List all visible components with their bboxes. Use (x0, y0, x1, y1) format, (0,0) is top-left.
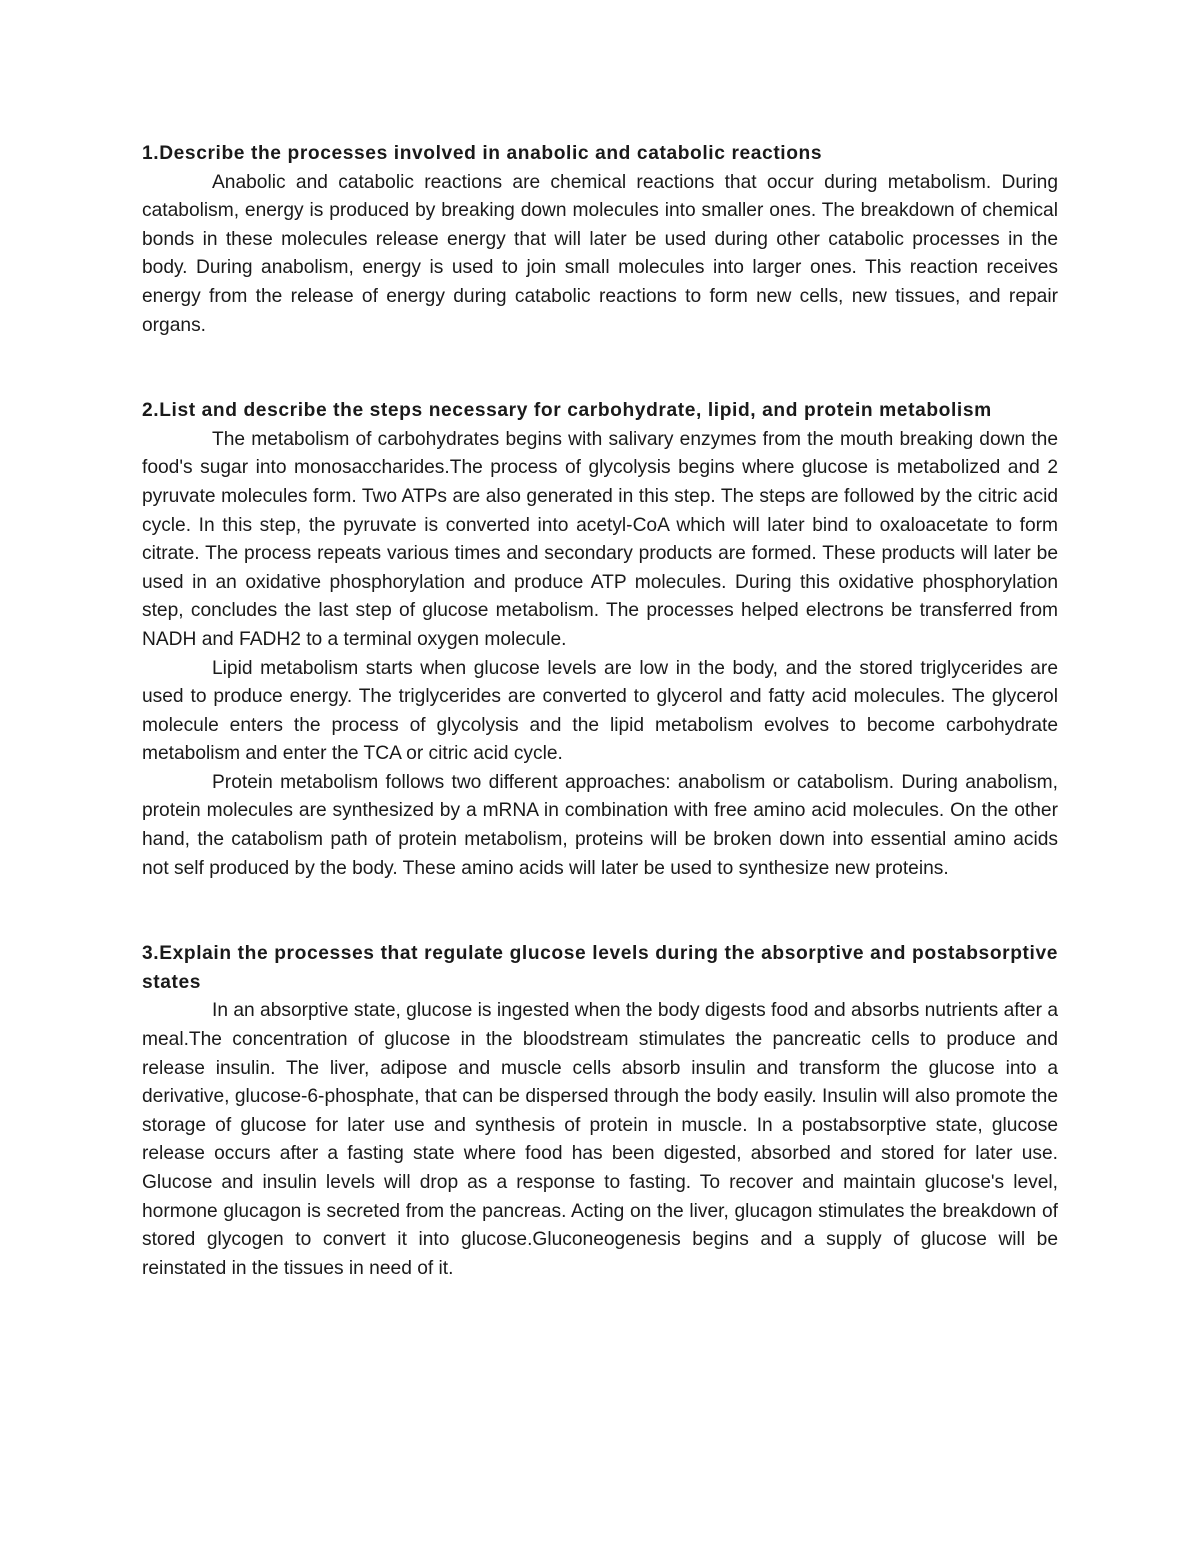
section-1-paragraph-1: Anabolic and catabolic reactions are chemical reactions that occur during metabolism. During catabolism, energy is produced by breaking down molecules into smaller ones. The breakdown of chemical bonds in these molecules release energy that will later be used during other catabolic processes in the body. During anabolism, energy is used to join small molecules into larger ones. This reaction receives energy from the release of energy during catabolic reactions to form new cells, new tissues, and repair organs. (142, 171, 1058, 336)
section-2-paragraph-3: Protein metabolism follows two different approaches: anabolism or catabolism. During anabolism, protein molecules are synthesized by a mRNA in combination with free amino acid molecules. On the other hand, the catabolism path of protein metabolism, proteins will be broken down into essential amino acids not self produced by the body. These amino acids will later be used to synthesize new proteins. (142, 771, 1058, 879)
section-2-paragraph-1: The metabolism of carbohydrates begins with salivary enzymes from the mouth breaking down the food's sugar into monosaccharides.The process of glycolysis begins where glucose is metabolized and 2 pyruvate molecules form. Two ATPs are also generated in this step. The steps are followed by the citric acid cycle. In this step, the pyruvate is converted into acetyl-CoA which will later bind to oxaloacetate to form citrate. The process repeats various times and secondary products are formed. These products will later be used in an oxidative phosphorylation and produce ATP molecules. During this oxidative phosphorylation step, concludes the last step of glucose metabolism. The processes helped electrons be transferred from NADH and FADH2 to a terminal oxygen molecule. (142, 428, 1058, 650)
section-3-paragraph-1: In an absorptive state, glucose is ingested when the body digests food and absorbs nutrients after a meal.The concentration of glucose in the bloodstream stimulates the pancreatic cells to produce and release insulin. The liver, adipose and muscle cells absorb insulin and transform the glucose into a derivative, glucose-6-phosphate, that can be dispersed through the body easily. Insulin will also promote the storage of glucose for later use and synthesis of protein in muscle. In a postabsorptive state, glucose release occurs after a fasting state where food has been digested, absorbed and stored for later use. Glucose and insulin levels will drop as a response to fasting. To recover and maintain glucose's level, hormone glucagon is secreted from the pancreas. Acting on the liver, glucagon stimulates the breakdown of stored glycogen to convert it into glucose.Gluconeogenesis begins and a supply of glucose will be reinstated in the tissues in need of it. (142, 1000, 1058, 1279)
section-2-heading: 2.List and describe the steps necessary for carbohydrate, lipid, and protein metabolism (142, 400, 992, 422)
section-2 (142, 397, 1058, 883)
section-1 (142, 140, 1058, 340)
section-3 (142, 940, 1058, 1283)
section-3-heading: 3.Explain the processes that regulate glucose levels during the absorptive and postabsorptive states (142, 943, 1058, 993)
section-1-heading: 1.Describe the processes involved in anabolic and catabolic reactions (142, 143, 823, 164)
section-2-paragraph-2: Lipid metabolism starts when glucose levels are low in the body, and the stored triglycerides are used to produce energy. The triglycerides are converted to glycerol and fatty acid molecules. The glycerol molecule enters the process of glycolysis and the lipid metabolism evolves to become carbohydrate metabolism and enter the TCA or citric acid cycle. (142, 657, 1058, 765)
document-page (142, 140, 1058, 1283)
